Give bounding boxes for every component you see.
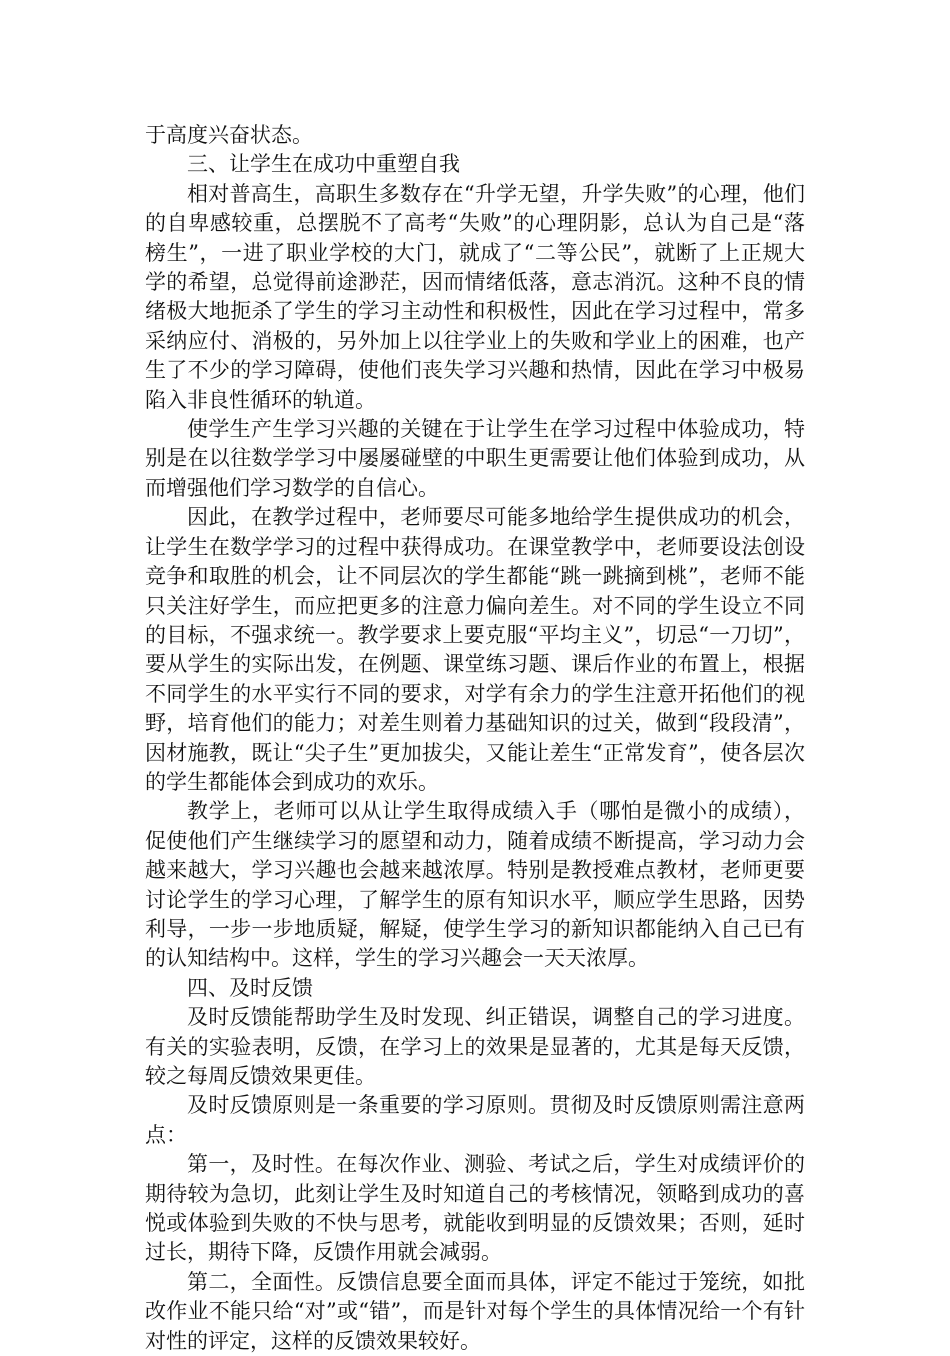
paragraph: 及时反馈能帮助学生及时发现、纠正错误，调整自己的学习进度。有关的实验表明，反馈，在学习上的效果是显著的，尤其是每天反馈，较之每周反馈效果更佳。 (145, 1005, 805, 1088)
paragraph: 第一，及时性。在每次作业、测验、考试之后，学生对成绩评价的期待较为急切，此刻让学生及时知道自己的考核情况，领略到成功的喜悦或体验到失败的不快与思考，就能收到明显的反馈效果；否则，延时过长，期待下降，反馈作用就会减弱。 (145, 1152, 805, 1265)
paragraph: 使学生产生学习兴趣的关键在于让学生在学习过程中体验成功，特别是在以往数学学习中屡屡碰壁的中职生更需要让他们体验到成功，从而增强他们学习数学的自信心。 (145, 417, 805, 500)
section-heading-4: 四、及时反馈 (187, 975, 313, 1000)
paragraph: 相对普高生，高职生多数存在“升学无望，升学失败”的心理，他们的自卑感较重，总摆脱不了高考“失败”的心理阴影，总认为自己是“落榜生”，一进了职业学校的大门，就成了“二等公民”，就断了上正规大学的希望，总觉得前途渺茫，因而情绪低落，意志消沉。这种不良的情绪极大地扼杀了学生的学习主动性和积极性，因此在学习过程中，常多采纳应付、消极的，另外加上以往学业上的失败和学业上的困难，也产生了不少的学习障碍，使他们丧失学习兴趣和热情，因此在学习中极易陷入非良性循环的轨道。 (145, 181, 805, 412)
section-heading-3: 三、让学生在成功中重塑自我 (187, 152, 460, 177)
paragraph: 第二，全面性。反馈信息要全面而具体，评定不能过于笼统，如批改作业不能只给“对”或“错”，而是针对每个学生的具体情况给一个有针对性的评定，这样的反馈效果较好。 (145, 1269, 805, 1353)
paragraph-continuation: 于高度兴奋状态。 (145, 123, 313, 147)
paragraph: 教学上，老师可以从让学生取得成绩入手（哪怕是微小的成绩），促使他们产生继续学习的愿望和动力，随着成绩不断提高，学习动力会越来越大，学习兴趣也会越来越浓厚。特别是教授难点教材，老师更要讨论学生的学习心理，了解学生的原有知识水平，顺应学生思路，因势利导，一步一步地质疑，解疑，使学生学习的新知识都能纳入自己已有的认知结构中。这样，学生的学习兴趣会一天天浓厚。 (145, 799, 805, 971)
paragraph: 及时反馈原则是一条重要的学习原则。贯彻及时反馈原则需注意两点： (145, 1093, 805, 1147)
document-body (145, 121, 805, 1356)
paragraph: 因此，在教学过程中，老师要尽可能多地给学生提供成功的机会，让学生在数学学习的过程中获得成功。在课堂教学中，老师要设法创设竞争和取胜的机会，让不同层次的学生都能“跳一跳摘到桃”，老师不能只关注好学生，而应把更多的注意力偏向差生。对不同的学生设立不同的目标，不强求统一。教学要求上要克服“平均主义”，切忌“一刀切”，要从学生的实际出发，在例题、课堂练习题、课后作业的布置上，根据不同学生的水平实行不同的要求，对学有余力的学生注意开拓他们的视野，培育他们的能力；对差生则着力基础知识的过关，做到“段段清”，因材施教，既让“尖子生”更加拔尖，又能让差生“正常发育”，使各层次的学生都能体会到成功的欢乐。 (145, 505, 805, 794)
